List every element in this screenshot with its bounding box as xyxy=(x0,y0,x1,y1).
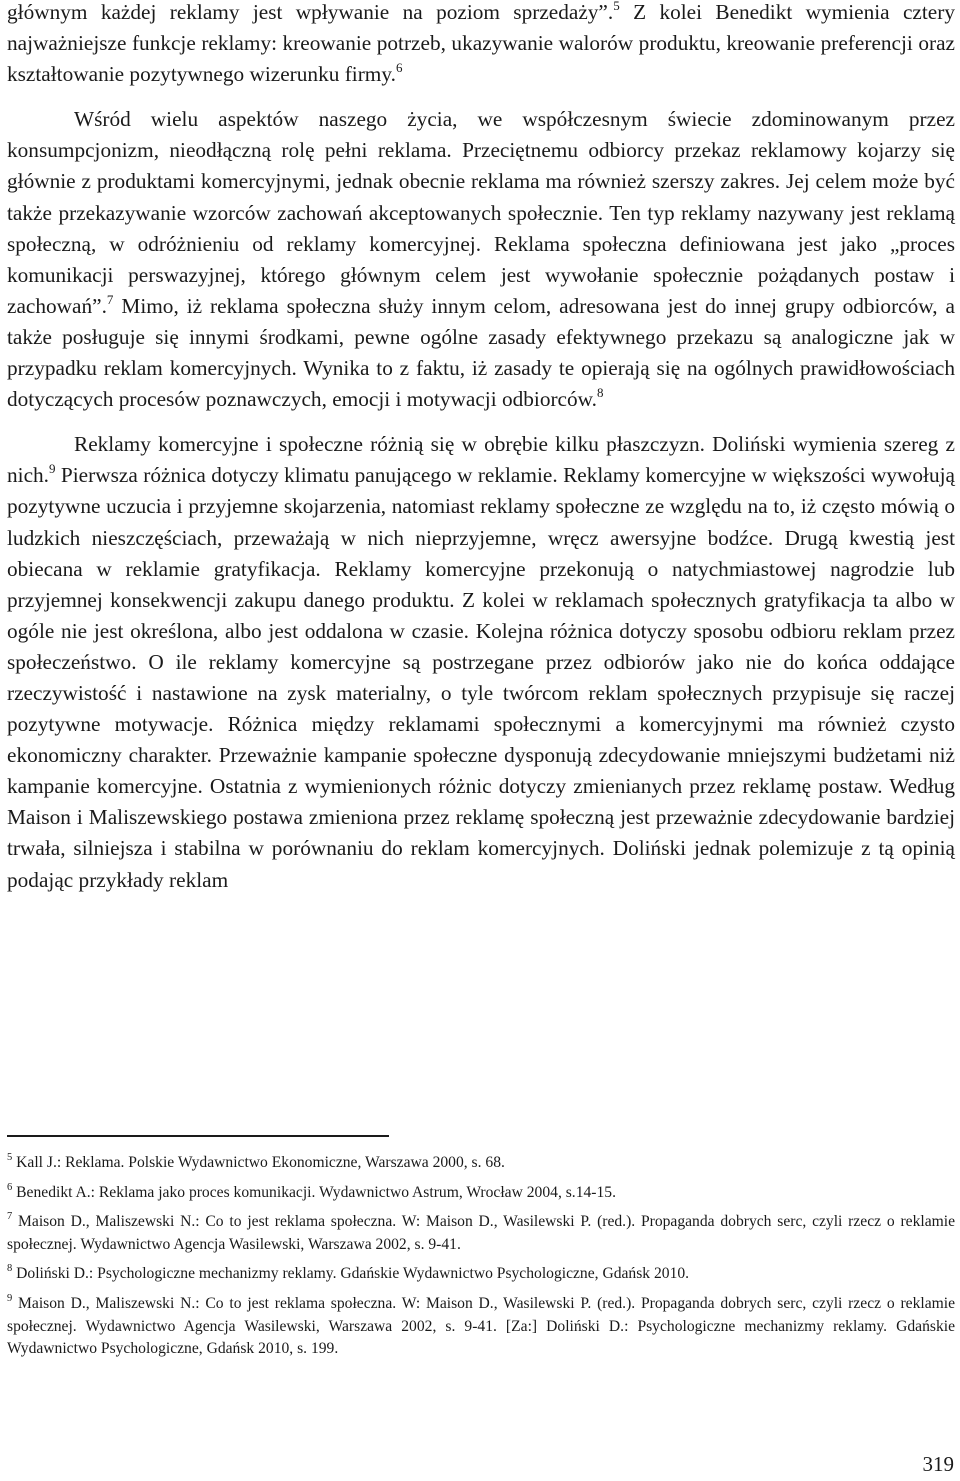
footnote-ref[interactable]: 6 xyxy=(395,60,403,76)
footnote-9 xyxy=(7,1293,955,1361)
footnote-text: Maison D., Maliszewski N.: Co to jest reklama społeczna. W: Maison D., Wasilewski P. (red.). Propaganda dobrych serc, czyli rzecz o reklamie społecznej. Wydawnictwo Agencja Wasilewski, Warszawa 2002, s. 9-41. xyxy=(7,1213,955,1253)
footnote-number: 8 xyxy=(7,1263,13,1275)
paragraph-3 xyxy=(7,429,955,895)
paragraph-text: głównym każdej reklamy jest wpływanie na poziom sprzedaży”. xyxy=(7,0,614,24)
footnote-text: Kall J.: Reklama. Polskie Wydawnictwo Ekonomiczne, Warszawa 2000, s. 68. xyxy=(12,1154,505,1171)
footnotes xyxy=(7,1152,955,1368)
footnote-7 xyxy=(7,1211,955,1256)
footnote-ref[interactable]: 7 xyxy=(106,291,114,307)
footnote-ref[interactable]: 5 xyxy=(613,0,620,13)
footnote-number: 9 xyxy=(7,1292,13,1304)
paragraph-text: Wśród wielu aspektów naszego życia, we współczesnym świecie zdominowanym przez konsumpcjonizm, nieodłączną rolę pełni reklama. Przeciętnemu odbiorcy przekaz reklamowy kojarzy się głównie z produktami komercyjnymi, jednak obecnie reklama ma również szerszy zakres. Jej celem może być także przekazywanie wzorców zachowań akceptowanych społecznie. Ten typ reklamy nazywany jest reklamą społeczną, w odróżnieniu od reklamy komercyjnej. Reklama społeczna definiowana jest jako „proces komunikacji perswazyjnej, którego głównym celem jest wywołanie społecznie pożądanych postaw i zachowań”. xyxy=(7,107,955,318)
footnote-5 xyxy=(7,1152,955,1175)
footnote-6 xyxy=(7,1182,955,1205)
footnote-number: 5 xyxy=(7,1152,13,1163)
footnote-ref[interactable]: 9 xyxy=(49,461,56,477)
paragraph-1 xyxy=(7,0,955,90)
footnote-ref[interactable]: 8 xyxy=(596,385,604,401)
footnote-text: Benedikt A.: Reklama jako proces komunikacji. Wydawnictwo Astrum, Wrocław 2004, s.14-15. xyxy=(12,1183,616,1201)
footnote-text: Maison D., Maliszewski N.: Co to jest reklama społeczna. W: Maison D., Wasilewski P. (red.). Propaganda dobrych serc, czyli rzecz o reklamie społecznej. Wydawnictwo Agencja Wasilewski, Warszawa 2002, s. 9-41. [Za:] Doliński D.: Psychologiczne mechanizmy reklamy. Gdańskie Wydawnictwo Psychologiczne, Gdańsk 2010, s. 199. xyxy=(7,1294,955,1358)
footnote-number: 6 xyxy=(7,1181,13,1193)
paragraph-2 xyxy=(7,104,955,415)
paragraph-text: Pierwsza różnica dotyczy klimatu panującego w reklamie. Reklamy komercyjne w większości wywołują pozytywne uczucia i przyjemne skojarzenia, natomiast reklamy społeczne ze względu na to, iż często mówią o ludzkich nieszczęściach, przeważają w nich nieprzyjemne, wręcz awersyjne bodźce. Drugą kwestią jest obiecana w reklamie gratyfikacja. Reklamy komercyjne przekonują o natychmiastowej nagrodzie lub przyjemnej konsekwencji zakupu danego produktu. Z kolei w reklamach społecznych gratyfikacja ta albo w ogóle nie jest określona, albo jest oddalona w czasie. Kolejna różnica dotyczy sposobu odbioru reklam przez społeczeństwo. O ile reklamy komercyjne są postrzegane przez odbiorów jako nie do końca oddające rzeczywistość i nastawione na zysk materialny, o tyle twórcom reklam społecznych przypisuje się raczej pozytywne motywacje. Różnica między reklamami społecznymi a komercyjnymi ma również czysto ekonomiczny charakter. Przeważnie kampanie społeczne dysponują zdecydowanie mniejszymi budżetami niż kampanie komercyjne. Ostatnia z wymienionych różnic dotyczy zmienianych przez reklamę postaw. Według Maison i Maliszewskiego postawa zmieniona przez reklamę społeczną jest przeważnie zdecydowanie bardziej trwała, silniejsza i stabilna w porównaniu do reklam komercyjnych. Doliński jednak polemizuje z tą opinią podając przykłady reklam xyxy=(7,463,955,892)
footnote-divider xyxy=(7,1135,389,1137)
paragraph-text: Reklamy komercyjne i społeczne różnią się w obrębie kilku płaszczyzn. Doliński wymienia szereg z nich. xyxy=(7,432,955,488)
page-number: 319 xyxy=(922,1452,954,1476)
footnote-number: 7 xyxy=(7,1211,13,1223)
document-page xyxy=(7,0,955,896)
paragraph-text: Z kolei Benedikt wymienia cztery najważniejsze funkcje reklamy: kreowanie potrzeb, ukazywanie walorów produktu, kreowanie preferencji oraz kształtowanie pozytywnego wizerunku firmy. xyxy=(7,0,955,87)
footnote-text: Doliński D.: Psychologiczne mechanizmy reklamy. Gdańskie Wydawnictwo Psychologiczne, Gdańsk 2010. xyxy=(12,1265,690,1283)
paragraph-text: Mimo, iż reklama społeczna służy innym celom, adresowana jest do innej grupy odbiorców, a także posługuje się innymi środkami, pewne ogólne zasady efektywnego przekazu są analogiczne jak w przypadku reklam komercyjnych. Wynika to z faktu, iż zasady te opierają się na ogólnych prawidłowościach dotyczących procesów poznawczych, emocji i motywacji odbiorców. xyxy=(7,293,955,412)
body-text xyxy=(7,0,955,896)
footnote-8 xyxy=(7,1263,955,1286)
